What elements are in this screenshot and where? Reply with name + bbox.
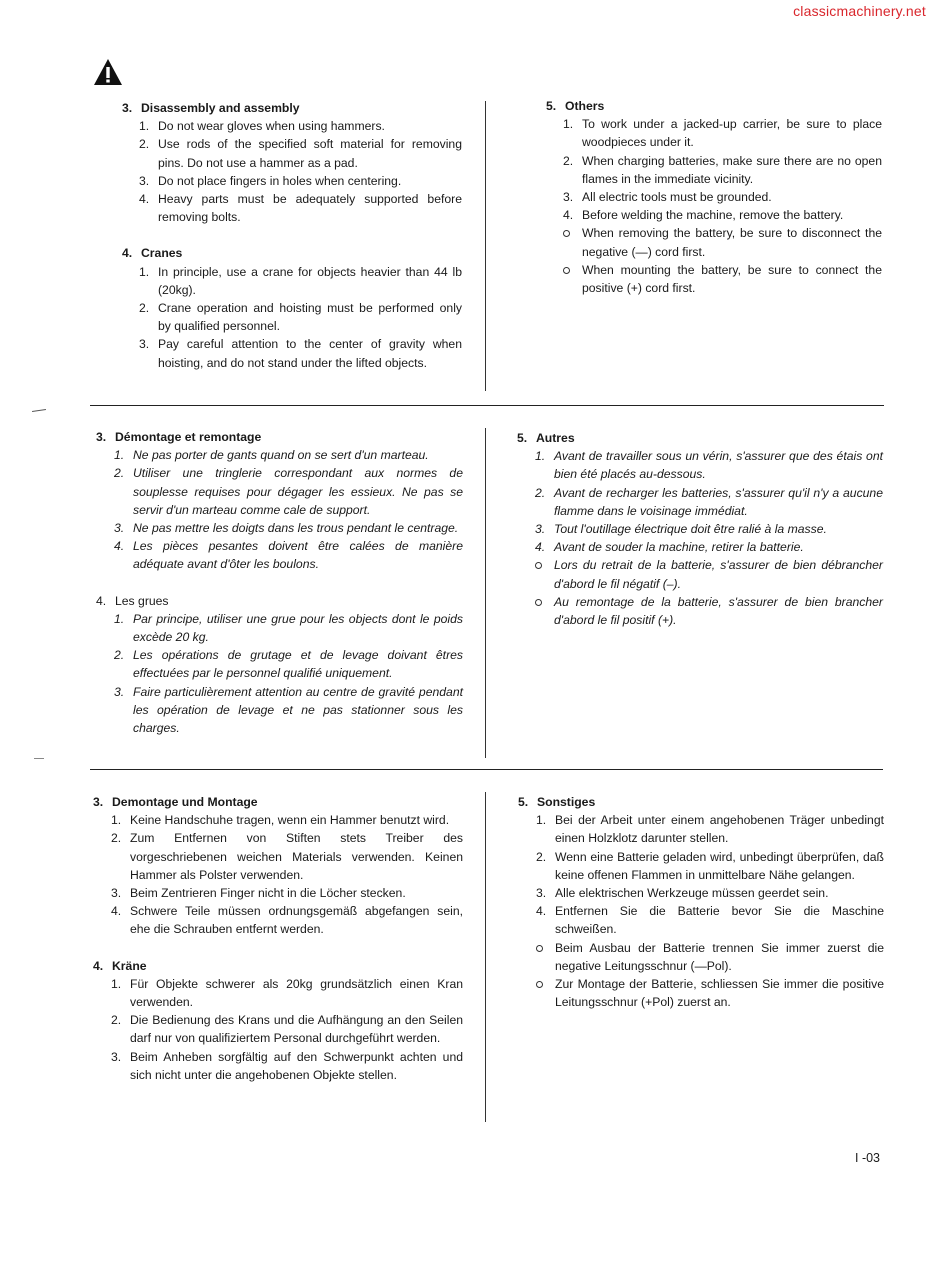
circle-bullet-icon [535, 562, 542, 569]
bullet-item: Beim Ausbau der Batterie trennen Sie immer zuerst die negative Leitungsschnur (—Pol). [536, 939, 884, 975]
list-item: 1. In principle, use a crane for objects heavier than 44 lb (20kg). [139, 264, 462, 297]
list-item: 2. Crane operation and hoisting must be performed only by qualified personnel. [139, 301, 462, 334]
fr-right-column [517, 429, 883, 629]
list-item: 1. Für Objekte schwerer als 20kg grundsätzlich einen Kran verwenden. [111, 976, 463, 1010]
en-left-column [122, 99, 462, 372]
column-rule-de [485, 792, 486, 1122]
divider-fr-de [90, 769, 883, 770]
circle-bullet-icon [563, 267, 570, 274]
circle-bullet-icon [563, 230, 570, 237]
section-heading: 4. Kräne [93, 958, 147, 973]
list-item: 2. When charging batteries, make sure there are no open flames in the immediate vicinity. [563, 153, 882, 186]
bullet-item: Zur Montage der Batterie, schliessen Sie immer die positive Leitungsschnur (+Pol) zuerst an. [536, 975, 884, 1011]
list-item: 3. All electric tools must be grounded. [563, 190, 772, 205]
bullet-item: When removing the battery, be sure to disconnect the negative (—) cord first. [563, 224, 882, 260]
list-item: 1. Bei der Arbeit unter einem angehobenen Träger unbedingt einen Holzklotz darunter stellen. [536, 813, 884, 846]
section-heading: 5. Autres [517, 431, 575, 445]
section-heading: 3. Demontage und Montage [93, 795, 258, 809]
circle-bullet-icon [536, 945, 543, 952]
scan-mark [32, 409, 46, 412]
list-item: 3. Tout l'outillage électrique doit être ralié à la masse. [535, 522, 827, 537]
de-right-column [518, 793, 884, 1011]
circle-bullet-icon [536, 981, 543, 988]
en-right-column [546, 97, 882, 297]
list-item: 2. Zum Entfernen von Stiften stets Treiber des vorgeschriebenen weichen Materials verwenden. Keinen Hammer als Polster verwenden. [111, 831, 463, 882]
list-item: 2. Die Bedienung des Krans und die Aufhängung an den Seilen darf nur von qualifiziertem Personal durchgeführt werden. [111, 1013, 463, 1046]
page-number: I -03 [855, 1151, 881, 1165]
column-rule-en [485, 101, 486, 391]
list-item: 4. Before welding the machine, remove the battery. [563, 208, 844, 223]
list-item: 4. Schwere Teile müssen ordnungsgemäß abgefangen sein, ehe die Schrauben entfernt werden. [111, 904, 463, 937]
bullet-item: Au remontage de la batterie, s'assurer de bien brancher d'abord le fil positif (+). [535, 593, 883, 629]
list-item: 1. Keine Handschuhe tragen, wenn ein Hammer benutzt wird. [111, 813, 450, 828]
list-item: 3. Beim Anheben sorgfältig auf den Schwerpunkt achten und sich nicht unter die angehobenen Objekte stellen. [111, 1049, 463, 1082]
list-item: 3. Beim Zentrieren Finger nicht in die Löcher stecken. [111, 886, 406, 901]
circle-bullet-icon [535, 599, 542, 606]
bullet-item: Lors du retrait de la batterie, s'assurer de bien débrancher d'abord le fil négatif (–). [535, 556, 883, 592]
list-item: 1. Par principe, utiliser une grue pour les objects dont le poids excède 20 kg. [114, 611, 463, 645]
list-item: 2. Wenn eine Batterie geladen wird, unbedingt überprüfen, daß keine offenen Flammen in unmittelbare Nähe gelangen. [536, 849, 884, 882]
list-item: 4. Avant de souder la machine, retirer la batterie. [535, 540, 804, 555]
list-item: 2. Avant de recharger les batteries, s'assurer qu'il n'y a aucune flamme dans le voisinage immédiat. [535, 485, 883, 518]
list-item: 1. Avant de travailler sous un vérin, s'assurer que des étais ont bien été placés au-dessous. [535, 449, 883, 482]
list-item: 3. Alle elektrischen Werkzeuge müssen geerdet sein. [536, 886, 829, 901]
list-item: 3. Faire particulièrement attention au centre de gravité pendant les opération de levage et ne pas stationner sous les charges. [114, 684, 463, 736]
list-item: 2. Use rods of the specified soft material for removing pins. Do not use a hammer as a pad. [139, 137, 462, 170]
section-heading: 3. Démontage et remontage [96, 430, 262, 444]
section-heading: 4. Les grues [96, 593, 169, 608]
scan-mark [34, 758, 44, 759]
column-rule-fr [485, 428, 486, 758]
watermark: classicmachinery.net [793, 3, 926, 19]
section-heading: 5. Sonstiges [518, 795, 596, 809]
list-item: 4. Les pièces pesantes doivent être calées de manière adéquate avant d'ôter les boulons. [114, 539, 463, 572]
list-item: 3. Do not place fingers in holes when centering. [139, 173, 402, 188]
list-item: 2. Utiliser une tringlerie correspondant aux normes de souplesse requises pour dégager les essieux. Ne pas se servir d'un marteau comme cale de support. [114, 466, 463, 517]
list-item: 3. Pay careful attention to the center of gravity when hoisting, and do not stand under the lifted objects. [139, 337, 462, 370]
warning-icon [93, 58, 123, 86]
list-item: 3. Ne pas mettre les doigts dans les trous pendant le centrage. [114, 521, 459, 536]
bullet-item: When mounting the battery, be sure to connect the positive (+) cord first. [563, 261, 882, 297]
section-heading: 4. Cranes [122, 246, 183, 261]
list-item: 1. Ne pas porter de gants quand on se sert d'un marteau. [114, 448, 429, 463]
divider-en-fr [90, 405, 884, 406]
fr-left-column [96, 428, 463, 737]
section-heading: 3. Disassembly and assembly [122, 101, 300, 115]
list-item: 4. Heavy parts must be adequately supported before removing bolts. [139, 192, 462, 225]
list-item: 4. Entfernen Sie die Batterie bevor Sie die Maschine schweißen. [536, 904, 884, 937]
section-heading: 5. Others [546, 99, 605, 113]
list-item: 2. Les opérations de grutage et de levage doivant êtres effectuées par le personnel qualifié uniquement. [114, 648, 463, 681]
list-item: 1. To work under a jacked-up carrier, be sure to place woodpieces under it. [563, 117, 882, 150]
list-item: 1. Do not wear gloves when using hammers. [139, 119, 385, 134]
de-left-column [93, 793, 463, 1084]
